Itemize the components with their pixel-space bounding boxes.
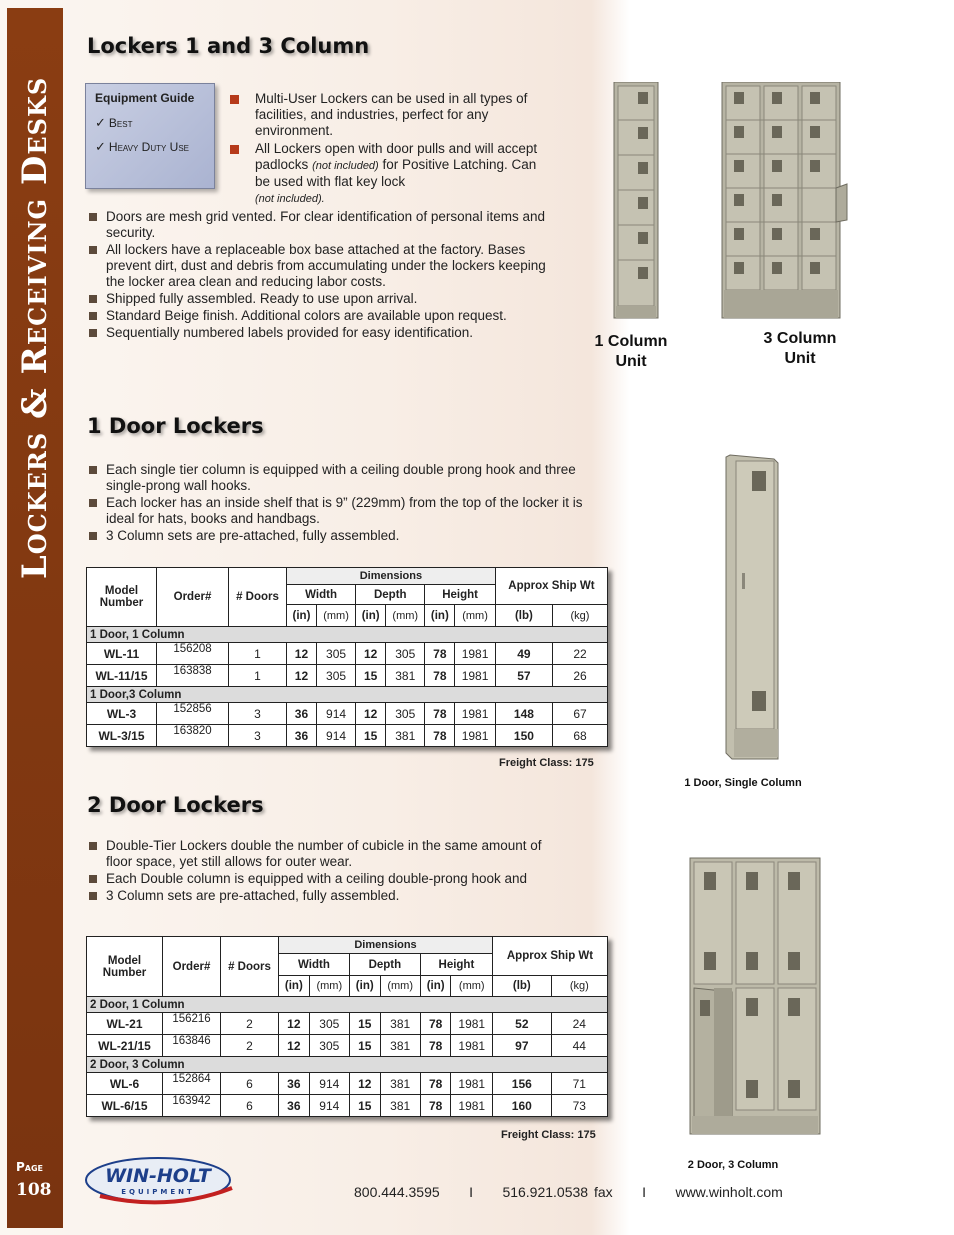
page-number: 108	[16, 1180, 52, 1200]
col-header-order: Order#	[157, 568, 229, 627]
col-header-depth: Depth	[349, 954, 420, 976]
table-cell: 52	[493, 1013, 552, 1035]
locker-3-column-image	[720, 82, 848, 320]
table-cell: 1981	[451, 1095, 493, 1117]
list-item: All lockers have a replaceable box base attached at the factory. Bases prevent dirt, dust and debris from accumulating under the lockers keeping the locker area clean and reducing labor costs.	[88, 242, 548, 290]
list-item: All Lockers open with door pulls and will accept padlocks (not included) for Positive Latching. Can be used with flat key lock (not included).	[230, 141, 548, 207]
footer-contact	[354, 1184, 783, 1200]
table-row	[87, 1095, 608, 1117]
1-door-spec-table: Model Number Order# # Doors Dimensions Approx Ship Wt Width Depth Height (in) (mm) (in) (mm) (in) (mm) (lb) (kg) 1 Door, 1 Column WL-11 156208 1 12 305 12 305 78 1981 49 22 WL-11/15 163838 1 12 305 15 381 78 1981 57 26 1 Door,3 Column WL-3 152856 3 36 914 12 305 78 1981 148 67 WL-3/15 163820 3 36 914 15 381 78 1981 150 68	[86, 567, 608, 747]
table-cell: 78	[420, 1073, 451, 1095]
table-cell: 78	[425, 703, 455, 725]
table-cell: 1	[229, 665, 287, 687]
locker-2-door-3-column-image	[688, 854, 822, 1136]
col-header-depth: Depth	[356, 585, 425, 605]
table-cell: 381	[386, 665, 425, 687]
table-row	[87, 1073, 608, 1095]
caption-1-door-single-column: 1 Door, Single Column	[684, 777, 802, 789]
table-cell: 36	[279, 1095, 310, 1117]
table-cell: 381	[386, 725, 425, 747]
table-cell: 24	[551, 1013, 607, 1035]
2-door-bullet-list	[88, 838, 568, 905]
table-cell: 78	[425, 643, 455, 665]
table-cell: 12	[356, 643, 386, 665]
table-cell: 163820	[157, 725, 229, 747]
caption-3-column-unit: 3 Column Unit	[763, 330, 837, 367]
page-label: Page	[16, 1160, 44, 1174]
table-cell: 305	[309, 1035, 349, 1057]
table-cell: 914	[316, 725, 355, 747]
col-header-width: Width	[279, 954, 350, 976]
section-title-2-door: 2 Door Lockers	[87, 793, 264, 817]
list-item: Shipped fully assembled. Ready to use upon arrival.	[88, 291, 548, 307]
table-cell: 152856	[157, 703, 229, 725]
table-cell: 156208	[157, 643, 229, 665]
col-header-model: Model Number	[87, 568, 157, 627]
list-item: Each Double column is equipped with a ceiling double-prong hook and	[88, 871, 568, 887]
col-header-doors: # Doors	[229, 568, 287, 627]
table-cell: 15	[356, 665, 386, 687]
table-cell: WL-6	[87, 1073, 163, 1095]
col-header-doors: # Doors	[221, 937, 279, 997]
table-cell: 6	[221, 1095, 279, 1117]
table-cell: 78	[420, 1013, 451, 1035]
table-row	[87, 703, 608, 725]
list-item: Standard Beige finish. Additional colors are available upon request.	[88, 308, 548, 324]
features-bullet-list	[88, 209, 548, 342]
svg-text:EQUIPMENT: EQUIPMENT	[121, 1188, 195, 1196]
table-cell: 36	[287, 725, 317, 747]
table-cell: 12	[349, 1073, 380, 1095]
list-item: 3 Column sets are pre-attached, fully assembled.	[88, 888, 568, 904]
col-header-order: Order#	[163, 937, 221, 997]
table-cell: 15	[349, 1013, 380, 1035]
table-cell: 914	[309, 1095, 349, 1117]
table-cell: 160	[493, 1095, 552, 1117]
table-cell: 71	[551, 1073, 607, 1095]
table-cell: 36	[287, 703, 317, 725]
list-item: 3 Column sets are pre-attached, fully assembled.	[88, 528, 606, 544]
table-cell: 12	[287, 665, 317, 687]
table-cell: 15	[349, 1035, 380, 1057]
footer-fax: 516.921.0538 fax	[502, 1184, 613, 1200]
table-cell: 15	[356, 725, 386, 747]
checkmark-icon: ✓	[95, 139, 106, 154]
table-cell: 1981	[455, 725, 496, 747]
table-cell: 3	[229, 703, 287, 725]
caption-1-column-unit: 1 Column Unit	[594, 333, 668, 370]
table-cell: 2	[221, 1035, 279, 1057]
table-group-label: 1 Door,3 Column	[87, 687, 608, 703]
col-header-width: Width	[287, 585, 356, 605]
table-cell: 57	[495, 665, 552, 687]
section-title-lockers-1-3: Lockers 1 and 3 Column	[87, 34, 370, 58]
table-cell: 26	[553, 665, 608, 687]
table2-body	[87, 997, 608, 1117]
list-item: Each locker has an inside shelf that is 9” (229mm) from the top of the locker it is ideal for hats, books and handbags.	[88, 495, 606, 527]
table-row	[87, 1013, 608, 1035]
table-cell: 1981	[451, 1013, 493, 1035]
table-cell: 381	[380, 1073, 420, 1095]
table-cell: 49	[495, 643, 552, 665]
table-cell: 68	[553, 725, 608, 747]
table-cell: 44	[551, 1035, 607, 1057]
table-group-row	[87, 627, 608, 643]
footer-phone: 800.444.3595	[354, 1184, 440, 1200]
table-cell: 1981	[455, 665, 496, 687]
table-cell: 78	[425, 665, 455, 687]
table-group-row	[87, 997, 608, 1013]
list-item: Double-Tier Lockers double the number of cubicle in the same amount of floor space, yet still allows for outer wear.	[88, 838, 568, 870]
guide-item-best: ✓ Best	[95, 115, 133, 130]
table-group-label: 2 Door, 1 Column	[87, 997, 608, 1013]
2-door-spec-table: Model Number Order# # Doors Dimensions Approx Ship Wt Width Depth Height (in) (mm) (in) (mm) (in) (mm) (lb) (kg) 2 Door, 1 Column WL-21 156216 2 12 305 15 381 78 1981 52 24 WL-21/15 163846 2 12 305 15 381 78 1981 97 44 2 Door, 3 Column WL-6 152864 6 36 914 12 381 78 1981 156 71 WL-6/15 163942 6 36 914 15 381 78 1981 160 73	[86, 936, 608, 1117]
table-cell: 148	[495, 703, 552, 725]
freight-class-2: Freight Class: 175	[501, 1129, 596, 1141]
table-cell: WL-6/15	[87, 1095, 163, 1117]
table-cell: 12	[279, 1013, 310, 1035]
table-cell: 163838	[157, 665, 229, 687]
table-cell: 163846	[163, 1035, 221, 1057]
table-cell: 15	[349, 1095, 380, 1117]
table-cell: 156216	[163, 1013, 221, 1035]
table-cell: WL-3/15	[87, 725, 157, 747]
col-header-height: Height	[425, 585, 495, 605]
1-door-bullet-list	[88, 462, 606, 545]
caption-2-door-3-column: 2 Door, 3 Column	[687, 1159, 779, 1171]
footer-separator: I	[469, 1184, 473, 1200]
col-header-ship-wt: Approx Ship Wt	[495, 568, 607, 605]
table-cell: 1981	[455, 703, 496, 725]
col-header-model: Model Number	[87, 937, 163, 997]
table-cell: WL-21	[87, 1013, 163, 1035]
table-cell: 1981	[455, 643, 496, 665]
col-header-height: Height	[420, 954, 492, 976]
table-cell: 1981	[451, 1035, 493, 1057]
table-cell: 381	[380, 1095, 420, 1117]
guide-item-heavy-duty: ✓ Heavy Duty Use	[95, 139, 189, 154]
section-title-1-door: 1 Door Lockers	[87, 414, 264, 438]
table-cell: 156	[493, 1073, 552, 1095]
table-cell: 305	[386, 703, 425, 725]
table-cell: 97	[493, 1035, 552, 1057]
table-cell: 12	[279, 1035, 310, 1057]
table-cell: 914	[309, 1073, 349, 1095]
footer-website-link[interactable]: www.winholt.com	[675, 1184, 783, 1200]
list-item: Doors are mesh grid vented. For clear identification of personal items and security.	[88, 209, 548, 241]
table-cell: 381	[380, 1013, 420, 1035]
table-cell: 1	[229, 643, 287, 665]
table-cell: 305	[316, 643, 355, 665]
table-row	[87, 725, 608, 747]
win-holt-logo	[80, 1150, 240, 1210]
checkmark-icon: ✓	[95, 115, 106, 130]
table-group-label: 2 Door, 3 Column	[87, 1057, 608, 1073]
table-cell: 150	[495, 725, 552, 747]
table-row	[87, 643, 608, 665]
col-header-ship-wt: Approx Ship Wt	[493, 937, 608, 976]
table-cell: 305	[309, 1013, 349, 1035]
table-cell: 152864	[163, 1073, 221, 1095]
table-cell: 78	[420, 1095, 451, 1117]
table-cell: 22	[553, 643, 608, 665]
table-cell: 914	[316, 703, 355, 725]
table-group-label: 1 Door, 1 Column	[87, 627, 608, 643]
svg-text:WIN-HOLT: WIN-HOLT	[105, 1165, 211, 1187]
table-cell: WL-21/15	[87, 1035, 163, 1057]
table-cell: 6	[221, 1073, 279, 1095]
table-cell: 1981	[451, 1073, 493, 1095]
sidebar-title	[7, 8, 63, 1138]
table-cell: 305	[386, 643, 425, 665]
table-row	[87, 1035, 608, 1057]
table-cell: 3	[229, 725, 287, 747]
table-cell: 36	[279, 1073, 310, 1095]
table-cell: 12	[287, 643, 317, 665]
table-cell: 12	[356, 703, 386, 725]
table-cell: 78	[420, 1035, 451, 1057]
locker-1-door-image	[722, 453, 784, 763]
table1-body	[87, 627, 608, 747]
table-cell: 163942	[163, 1095, 221, 1117]
list-item: Each single tier column is equipped with a ceiling double prong hook and three single-prong wall hooks.	[88, 462, 606, 494]
equipment-guide-title: Equipment Guide	[95, 91, 195, 105]
top-bullet-list	[230, 91, 548, 208]
table-cell: WL-11/15	[87, 665, 157, 687]
table-cell: 67	[553, 703, 608, 725]
col-header-dimensions: Dimensions	[279, 937, 493, 954]
col-header-dimensions: Dimensions	[287, 568, 496, 585]
table-row	[87, 665, 608, 687]
table-cell: 73	[551, 1095, 607, 1117]
freight-class-1: Freight Class: 175	[499, 757, 594, 769]
sidebar-title-text: Lockers & Receiving Desks	[15, 76, 55, 580]
table-cell: 381	[380, 1035, 420, 1057]
table-cell: 78	[425, 725, 455, 747]
table-cell: 305	[316, 665, 355, 687]
table-cell: WL-11	[87, 643, 157, 665]
list-item: Multi-User Lockers can be used in all types of facilities, and industries, perfect for any environment.	[230, 91, 548, 139]
footer-separator: I	[642, 1184, 646, 1200]
list-item: Sequentially numbered labels provided for easy identification.	[88, 325, 548, 341]
locker-1-column-image	[612, 82, 662, 320]
table-group-row	[87, 687, 608, 703]
equipment-guide-box	[85, 83, 215, 189]
table-cell: 2	[221, 1013, 279, 1035]
table-group-row	[87, 1057, 608, 1073]
table-cell: WL-3	[87, 703, 157, 725]
